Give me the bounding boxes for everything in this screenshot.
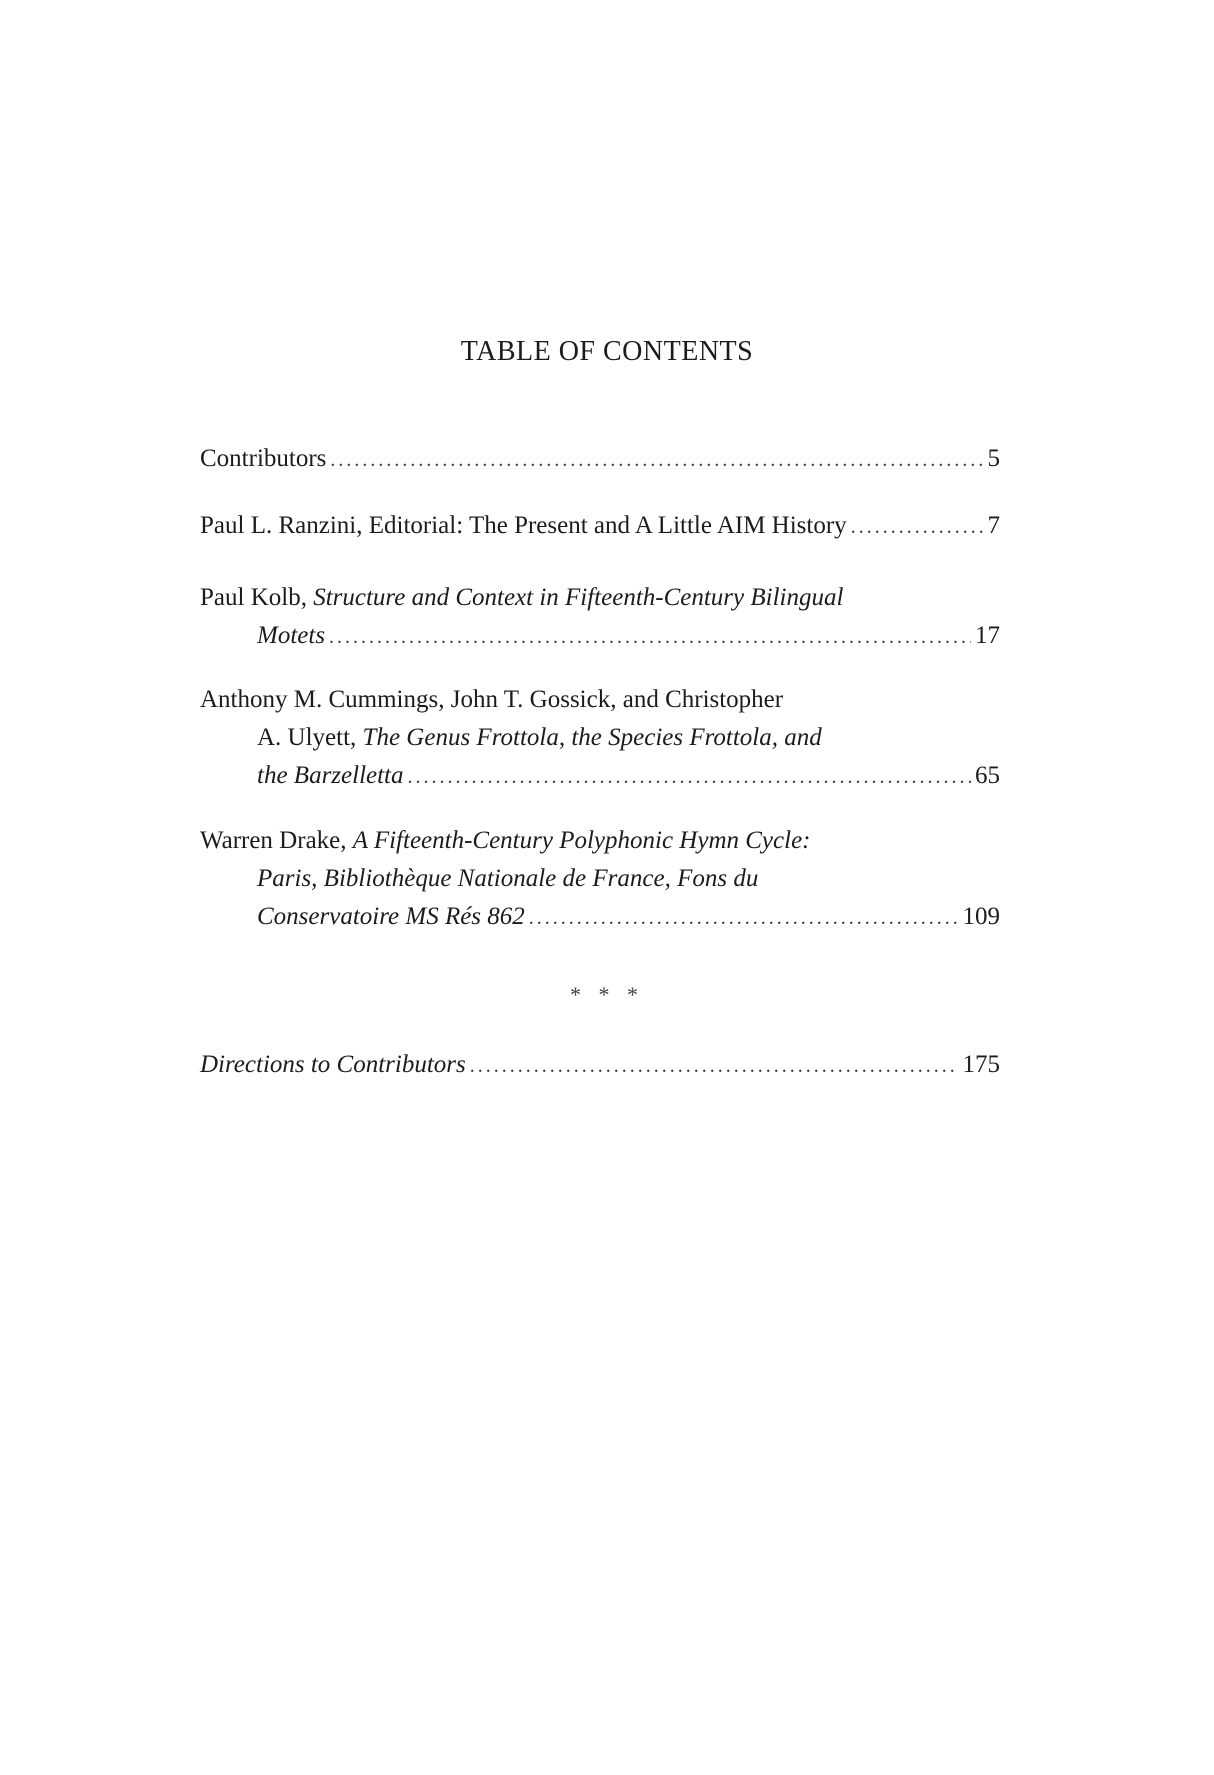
dot-leader	[851, 508, 984, 546]
dot-leader	[470, 1047, 959, 1085]
toc-page-number: 7	[987, 512, 1000, 539]
toc-entry-author-cont: A. Ulyett,	[257, 724, 363, 751]
toc-entry-line	[200, 860, 1000, 898]
toc-entry-title: A Fifteenth-Century Polyphonic Hymn Cycle:	[352, 827, 811, 854]
toc-entry-line	[200, 617, 1000, 655]
page-title: TABLE OF CONTENTS	[460, 336, 754, 367]
toc-entry-author: Anthony M. Cummings, John T. Gossick, and Christopher	[200, 686, 784, 713]
toc-entry-line	[200, 757, 1000, 795]
toc-entry-title: The Genus Frottola, the Species Frottola, and	[362, 724, 822, 751]
toc-entry-line	[200, 507, 1000, 545]
toc-entry-author: Warren Drake,	[200, 827, 353, 854]
dot-leader	[408, 758, 972, 796]
toc-entry-line	[200, 579, 1000, 617]
toc-entry-title-cont: Paris, Bibliothèque Nationale de France, Fons du	[257, 865, 759, 892]
dot-leader	[529, 899, 959, 937]
toc-entry-editorial	[200, 507, 1000, 545]
toc-entry-line	[200, 719, 1000, 757]
toc-entry-title: Contributors	[200, 445, 327, 472]
section-separator: * * *	[570, 982, 644, 1007]
toc-entry-cummings	[200, 681, 1000, 795]
toc-entry-title-cont: Conservatoire MS Rés 862	[257, 903, 525, 930]
toc-page-number: 5	[987, 445, 1000, 472]
toc-entry-line	[200, 681, 1000, 719]
toc-page-number: 65	[975, 762, 1000, 789]
toc-page-number: 175	[962, 1051, 1000, 1078]
toc-entry-title: Structure and Context in Fifteenth-Century Bilingual	[313, 584, 844, 611]
toc-entry-title: Directions to Contributors	[200, 1051, 466, 1078]
toc-entry-kolb	[200, 579, 1000, 655]
toc-entry-title-cont: the Barzelletta	[257, 762, 404, 789]
toc-entry-drake	[200, 822, 1000, 936]
toc-entry-directions	[200, 1046, 1000, 1084]
toc-entry-title-cont: Motets	[257, 622, 326, 649]
toc-entry-line	[200, 822, 1000, 860]
toc-entry-title: Paul L. Ranzini, Editorial: The Present and A Little AIM History	[200, 512, 847, 539]
toc-entry-line	[200, 898, 1000, 936]
toc-entry-contributors	[200, 440, 1000, 478]
toc-entry-line	[200, 440, 1000, 478]
toc-entry-author: Paul Kolb,	[200, 584, 314, 611]
dot-leader	[329, 618, 971, 656]
toc-page-number: 109	[962, 903, 1000, 930]
dot-leader	[330, 441, 983, 479]
toc-page-number: 17	[975, 622, 1000, 649]
toc-entry-line	[200, 1046, 1000, 1084]
